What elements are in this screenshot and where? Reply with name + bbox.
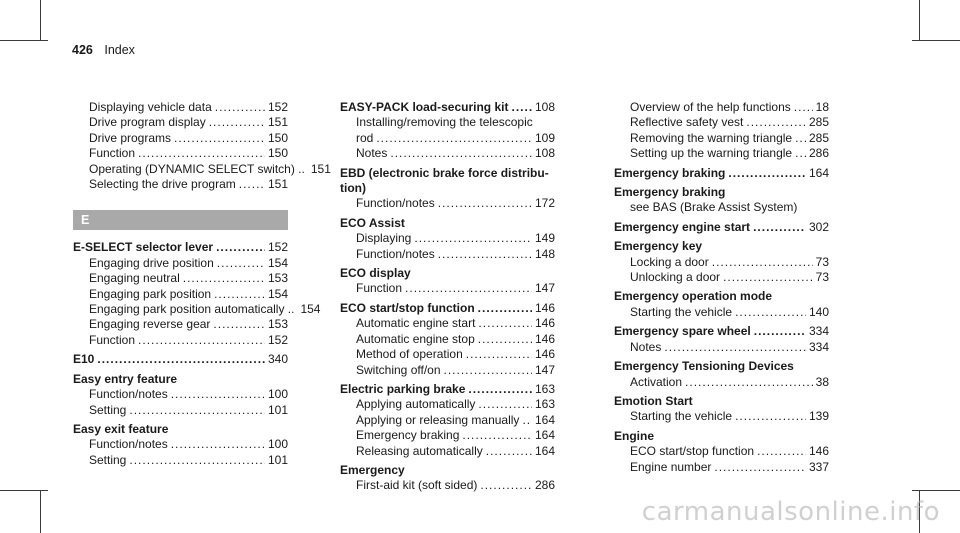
index-subentry[interactable] [73,302,321,317]
page-reference: 164 [808,165,829,180]
dot-leader [794,100,813,115]
entry-label: Setting [89,402,127,417]
page-reference: 286 [534,478,555,493]
index-heading: EBD (electronic brake force distribu- [340,165,549,180]
index-subentry[interactable] [340,347,555,362]
index-subentry[interactable] [340,478,555,493]
entry-label: Function/notes [356,196,435,211]
page-reference: 152 [267,240,288,255]
dot-leader [685,375,813,390]
dot-leader [478,397,532,412]
entry-label: Function [89,332,136,347]
page-reference: 150 [267,146,288,161]
page-reference: 154 [267,255,288,270]
dot-leader [444,363,532,378]
index-subentry[interactable] [340,146,555,161]
index-entry[interactable] [614,220,829,235]
entry-label: Setting [89,452,127,467]
index-entry[interactable] [73,352,288,367]
index-subentry[interactable] [73,317,288,332]
dot-leader [746,115,806,130]
page-reference: 340 [267,352,288,367]
index-column-1 [73,100,331,468]
page-reference: 149 [534,231,555,246]
page-reference: 38 [815,374,829,389]
index-subentry[interactable] [614,100,829,115]
index-subentry[interactable] [340,131,555,146]
dot-leader [728,166,806,181]
entry-label: Emergency engine start [614,219,751,234]
page-reference: 148 [534,246,555,261]
dot-leader [735,305,806,320]
dot-leader [129,403,265,418]
index-subentry[interactable] [340,196,555,211]
index-subentry[interactable] [614,444,829,459]
dot-leader [478,301,532,316]
page-number: 426 [72,43,93,57]
dot-leader [390,146,532,161]
index-subentry[interactable] [73,403,288,418]
dot-leader [138,333,265,348]
index-subentry[interactable] [614,305,829,320]
dot-leader [468,382,532,397]
index-entry[interactable] [340,301,555,316]
entry-label: Engaging park position automatically .. [89,302,295,317]
entry-label: Releasing automatically [356,443,483,458]
index-subentry[interactable] [340,363,555,378]
dot-leader [511,100,531,115]
page-reference: 163 [534,381,555,396]
entry-label: ECO start/stop function [630,444,755,459]
index-subentry[interactable] [614,340,829,355]
index-heading: tion) [340,181,366,196]
entry-label: Applying or releasing manually [356,412,520,427]
dot-leader [215,100,265,115]
entry-label: Starting the vehicle [630,409,733,424]
entry-label: Locking a door [630,254,709,269]
dot-leader [462,428,532,443]
page-reference: 146 [534,316,555,331]
dot-leader [486,444,532,459]
index-subentry[interactable] [614,270,829,285]
index-subentry[interactable] [73,146,288,161]
index-heading: Easy exit feature [73,421,169,436]
dot-leader [712,255,813,270]
page-reference: 100 [267,437,288,452]
index-subentry[interactable] [73,453,288,468]
dot-leader [239,177,265,192]
entry-label: Function [89,146,136,161]
index-heading: Emotion Start [614,393,693,408]
index-subentry[interactable] [73,387,288,402]
entry-label: Function/notes [356,246,435,261]
dot-leader [138,146,265,161]
dot-leader [466,347,532,362]
index-subentry[interactable] [340,413,555,428]
dot-leader [97,352,265,367]
dot-leader [438,247,532,262]
entry-label: Drive programs [89,130,172,145]
dot-leader [216,240,265,255]
page-reference: 147 [534,281,555,296]
index-subentry[interactable] [73,333,288,348]
entry-label: rod [356,130,374,145]
index-subentry[interactable] [340,332,555,347]
dot-leader [753,220,806,235]
page-reference: 334 [808,324,829,339]
dot-leader [714,460,806,475]
page-reference: 151 [267,177,288,192]
index-heading: Emergency [340,462,405,477]
page-header [72,43,135,57]
page-reference: 153 [267,317,288,332]
entry-label: Emergency braking [356,428,460,443]
entry-label: First-aid kit (soft sided) [356,478,478,493]
entry-label: ECO start/stop function [340,300,475,315]
page-reference: 139 [808,409,829,424]
dot-leader [438,196,532,211]
index-subentry[interactable] [73,177,288,192]
watermark: carmanualsonline.info [641,497,940,527]
index-column-3 [614,100,829,475]
page-reference: 151 [267,115,288,130]
dot-leader [478,332,532,347]
page-reference: 101 [267,452,288,467]
index-entry[interactable] [614,166,829,181]
index-subentry[interactable] [614,375,829,390]
dot-leader [171,437,265,452]
index-subentry[interactable] [73,256,288,271]
index-heading: Emergency operation mode [614,289,773,304]
index-subentry[interactable] [340,281,555,296]
index-subentry[interactable] [614,146,829,161]
index-heading: Easy entry feature [73,371,178,386]
page-reference: 146 [808,444,829,459]
dot-leader [757,444,806,459]
index-subentry[interactable] [614,115,829,130]
crop-mark [40,490,41,533]
index-heading: Emergency braking [614,185,726,200]
entry-label: Selecting the drive program [89,177,236,192]
entry-label: Engaging reverse gear [89,317,211,332]
index-heading: ECO display [340,266,411,281]
page-reference: 18 [815,100,829,114]
crop-mark [0,40,48,41]
index-subentry[interactable] [340,316,555,331]
entry-label: Function [356,281,403,296]
page-reference: 154 [300,302,321,317]
crop-mark [912,490,960,491]
entry-label: Engaging drive position [89,255,214,270]
page-reference: 108 [534,146,555,161]
entry-label: Operating (DYNAMIC SELECT switch) .. [89,161,305,176]
index-entry[interactable] [340,100,555,115]
page-reference: 286 [808,146,829,161]
dot-leader [405,281,532,296]
dot-leader [209,115,265,130]
page-reference: 151 [310,161,331,176]
index-subentry[interactable] [614,131,829,146]
entry-label: Activation [630,374,683,389]
entry-label: Applying automatically [356,397,476,412]
page-reference: 147 [534,362,555,377]
dot-leader [217,256,265,271]
dot-leader [414,231,532,246]
entry-label: Displaying [356,231,412,246]
page-reference: 153 [267,271,288,286]
entry-label: Reflective safety vest [630,115,744,130]
index-subentry[interactable] [340,231,555,246]
page-reference: 150 [267,130,288,145]
dot-leader [480,478,532,493]
page-reference: 73 [815,270,829,285]
index-subentry[interactable] [73,437,288,452]
page-reference: 154 [267,286,288,301]
dot-leader [723,270,813,285]
page-reference: 146 [534,300,555,315]
entry-label: E-SELECT selector lever [73,240,214,255]
index-subentry[interactable] [340,428,555,443]
page-reference: 285 [808,130,829,145]
page-reference: 337 [808,459,829,474]
index-column-2 [340,100,555,494]
page-reference: 285 [808,115,829,130]
index-heading: Engine [614,428,655,443]
dot-leader [183,271,265,286]
index-subentry[interactable] [614,409,829,424]
dot-leader [214,287,265,302]
index-entry[interactable] [73,240,288,255]
crop-mark [0,490,48,491]
entry-label: Notes [630,339,662,354]
index-subentry[interactable] [73,100,288,115]
page-reference: 164 [534,428,555,443]
dot-leader [478,316,532,331]
index-subentry-text: Installing/removing the telescopic [356,115,533,130]
entry-label: Function/notes [89,387,168,402]
page-reference: 152 [267,100,288,114]
entry-label: Automatic engine stop [356,331,475,346]
index-entry[interactable] [614,324,829,339]
entry-label: Unlocking a door [630,270,721,285]
entry-label: Electric parking brake [340,381,466,396]
dot-leader [795,146,806,161]
page-reference: 172 [534,196,555,211]
index-subentry[interactable] [73,161,331,177]
page-reference: 108 [534,100,555,114]
dot-leader [174,131,265,146]
entry-label: Function/notes [89,437,168,452]
entry-label: Overview of the help functions [630,100,791,114]
entry-label: Displaying vehicle data [89,100,212,114]
index-heading: Emergency Tensioning Devices [614,359,794,374]
dot-leader [522,413,532,428]
index-subentry[interactable] [614,460,829,475]
page-reference: 146 [534,331,555,346]
entry-label: Drive program display [89,115,206,130]
dot-leader [213,317,265,332]
index-subentry-text: see BAS (Brake Assist System) [630,200,798,215]
index-subentry[interactable] [73,131,288,146]
index-heading: ECO Assist [340,215,405,230]
entry-label: Automatic engine start [356,316,476,331]
entry-label: Emergency spare wheel [614,324,751,339]
entry-label: Emergency braking [614,165,726,180]
page-reference: 109 [534,130,555,145]
entry-label: Engaging neutral [89,271,180,286]
dot-leader [376,131,532,146]
index-heading: Emergency key [614,239,703,254]
dot-leader [171,387,265,402]
page-reference: 73 [815,254,829,269]
dot-leader [129,453,265,468]
page-reference: 101 [267,402,288,417]
entry-label: Switching off/on [356,362,441,377]
index-subentry[interactable] [73,287,288,302]
entry-label: Engaging park position [89,286,212,301]
entry-label: Setting up the warning triangle [630,146,793,161]
page-reference: 152 [267,332,288,347]
entry-label: Starting the vehicle [630,304,733,319]
index-subentry[interactable] [73,115,288,130]
page-title: Index [104,43,135,57]
crop-mark [912,40,960,41]
index-entry[interactable] [340,382,555,397]
dot-leader [754,324,806,339]
entry-label: EASY-PACK load-securing kit [340,100,509,114]
page-reference: 100 [267,387,288,402]
index-subentry[interactable] [340,444,555,459]
entry-label: Engine number [630,459,712,474]
entry-label: Method of operation [356,347,463,362]
page-reference: 163 [534,397,555,412]
page-reference: 140 [808,304,829,319]
index-subentry[interactable] [340,247,555,262]
index-subentry[interactable] [614,255,829,270]
index-subentry[interactable] [73,271,288,286]
page-reference: 302 [808,219,829,234]
index-subentry[interactable] [340,397,555,412]
page-reference: 164 [534,443,555,458]
page-reference: 334 [808,339,829,354]
dot-leader [735,409,806,424]
section-letter-bar: E [73,210,288,230]
entry-label: Removing the warning triangle [630,130,793,145]
dot-leader [795,131,806,146]
page-reference: 164 [534,412,555,427]
entry-label: Notes [356,146,388,161]
page-reference: 146 [534,347,555,362]
dot-leader [664,340,806,355]
crop-mark [40,0,41,40]
crop-mark [919,0,920,40]
entry-label: E10 [73,352,95,367]
